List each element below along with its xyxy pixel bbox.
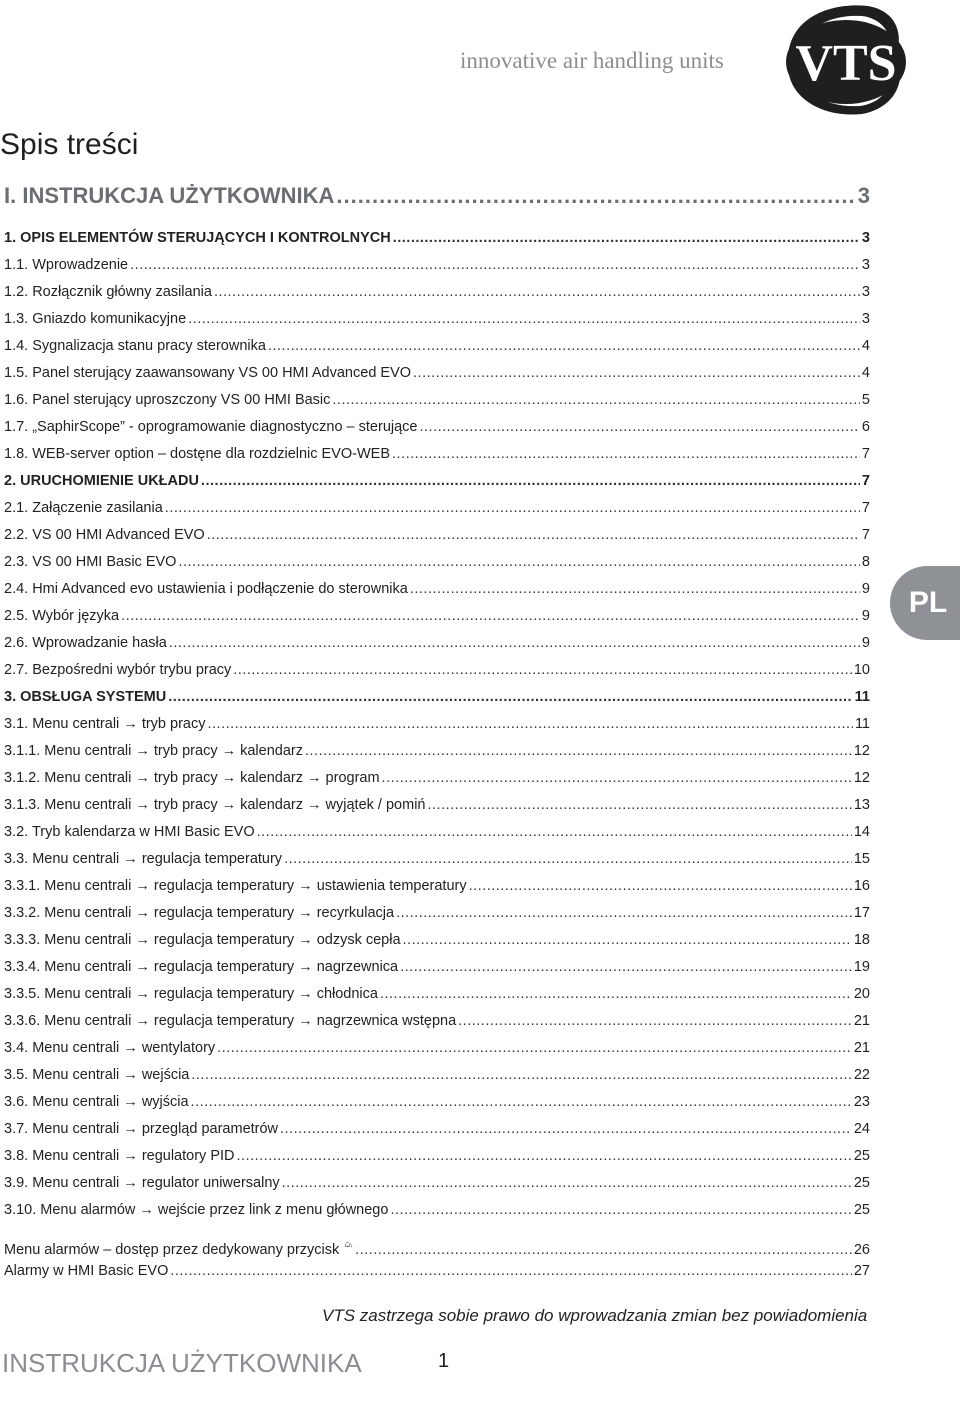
toc-entry[interactable] — [4, 473, 870, 489]
toc-leader-dots — [382, 770, 852, 786]
toc-entry[interactable] — [4, 959, 870, 975]
toc-entry[interactable] — [4, 878, 870, 894]
toc-leader-dots — [191, 1067, 852, 1083]
toc-entry-label: Menu alarmów – dostęp przez dedykowany przycisk — [4, 1242, 340, 1258]
toc-entry[interactable] — [4, 770, 870, 786]
toc-entry-page: 27 — [853, 1263, 870, 1279]
toc-entry[interactable] — [4, 986, 870, 1002]
toc-entry-label: 3.3.3. Menu centrali → regulacja temperatury → odzysk cepła — [4, 932, 401, 948]
toc-entry-label: 3.3.5. Menu centrali → regulacja temperatury → chłodnica — [4, 986, 378, 1002]
toc-entry-page: 19 — [853, 959, 870, 975]
toc-entry-page: 3 — [861, 230, 870, 246]
toc-entry[interactable] — [4, 1067, 870, 1083]
toc-entry-page: 17 — [853, 905, 870, 921]
toc-entry-label: 3.10. Menu alarmów → wejście przez link z menu głównego — [4, 1202, 389, 1218]
toc-entry[interactable] — [4, 689, 870, 705]
toc-entry-page: 21 — [853, 1040, 870, 1056]
disclaimer: VTS zastrzega sobie prawo do wprowadzania zmian bez powiadomienia — [322, 1306, 868, 1325]
toc-leader-dots — [201, 473, 860, 489]
toc-entry-label: 3.9. Menu centrali → regulator uniwersalny — [4, 1175, 280, 1191]
toc-entry-page: 9 — [861, 608, 870, 624]
toc-entry[interactable] — [4, 905, 870, 921]
toc-entry[interactable] — [4, 1121, 870, 1137]
toc-leader-dots — [332, 392, 860, 408]
toc-entry[interactable] — [4, 419, 870, 435]
footer-title: INSTRUKCJA UŻYTKOWNIKA — [2, 1348, 362, 1378]
toc-entry[interactable] — [4, 662, 870, 678]
toc-leader-dots — [400, 959, 852, 975]
page-title: Spis treści — [0, 128, 139, 161]
toc-entry-page: 7 — [861, 500, 870, 516]
toc-entry-page: 3 — [861, 257, 870, 273]
toc-entry-label: 1.6. Panel sterujący uproszczony VS 00 HMI Basic — [4, 392, 331, 408]
toc-leader-dots — [396, 905, 852, 921]
toc-leader-dots — [390, 1202, 851, 1218]
toc-entry[interactable] — [4, 581, 870, 597]
toc-entry-label: 2. URUCHOMIENIE UKŁADU — [4, 473, 199, 489]
toc-entry-page: 25 — [853, 1148, 870, 1164]
toc-leader-dots — [168, 689, 852, 705]
toc-entry-label: 1.1. Wprowadzenie — [4, 257, 129, 273]
toc-entry[interactable] — [4, 1175, 870, 1191]
toc-leader-dots — [188, 311, 860, 327]
toc-entry-label: 3.3.1. Menu centrali → regulacja temperatury → ustawienia temperatury — [4, 878, 467, 894]
toc-entry[interactable] — [4, 824, 870, 840]
vts-logo-icon — [770, 0, 910, 120]
toc-entry-page: 20 — [853, 986, 870, 1002]
toc-entry-label: 3.1. Menu centrali → tryb pracy — [4, 716, 206, 732]
toc-entry-label: Alarmy w HMI Basic EVO — [4, 1263, 169, 1279]
toc-leader-dots — [392, 446, 860, 462]
toc-entry-label: 1.2. Rozłącznik główny zasilania — [4, 284, 212, 300]
toc-leader-dots — [233, 662, 852, 678]
toc-leader-dots — [237, 1148, 852, 1164]
toc-entry-page: 24 — [853, 1121, 870, 1137]
toc-entry[interactable] — [4, 446, 870, 462]
toc-entry-page: 8 — [861, 554, 870, 570]
header-tagline: innovative air handling units — [460, 48, 724, 73]
toc-leader-dots — [413, 365, 860, 381]
toc-entry[interactable] — [4, 284, 870, 300]
toc-entry[interactable] — [4, 338, 870, 354]
toc-entry[interactable] — [4, 1094, 870, 1110]
toc-entry-label: 3.6. Menu centrali → wyjścia — [4, 1094, 189, 1110]
toc-entry-page: 23 — [853, 1094, 870, 1110]
toc-entry-label: 3.4. Menu centrali → wentylatory — [4, 1040, 216, 1056]
toc-entry-label: 3.7. Menu centrali → przegląd parametrów — [4, 1121, 279, 1137]
toc-entry[interactable] — [4, 851, 870, 867]
logo-text: VTS — [795, 35, 897, 92]
toc-entry[interactable] — [4, 230, 870, 246]
toc-entry-page: 15 — [853, 851, 870, 867]
toc-entry[interactable] — [4, 1013, 870, 1029]
toc-entry-label: 2.2. VS 00 HMI Advanced EVO — [4, 527, 205, 543]
toc-entry-page: 18 — [853, 932, 870, 948]
toc-entry-page: 3 — [857, 183, 870, 208]
toc-entry-page: 7 — [861, 473, 870, 489]
toc-entry-label: 3.3. Menu centrali → regulacja temperatury — [4, 851, 283, 867]
toc-leader-dots — [169, 635, 860, 651]
toc-entry-label: 3.5. Menu centrali → wejścia — [4, 1067, 190, 1083]
toc-entry[interactable] — [4, 500, 870, 516]
toc-entry-page: 7 — [861, 527, 870, 543]
toc-entry[interactable] — [4, 608, 870, 624]
toc-entry[interactable] — [4, 311, 870, 327]
toc-entry-label: 3.8. Menu centrali → regulatory PID — [4, 1148, 235, 1164]
toc-leader-dots — [165, 500, 860, 516]
toc-entry-page: 11 — [854, 689, 870, 705]
bell-icon — [343, 1236, 353, 1254]
toc-entry-label: 3.1.2. Menu centrali → tryb pracy → kalendarz → program — [4, 770, 380, 786]
toc-entry-page: 13 — [853, 797, 870, 813]
toc-entry-label: 2.3. VS 00 HMI Basic EVO — [4, 554, 177, 570]
toc-entry-page: 3 — [861, 284, 870, 300]
toc-entry-page: 21 — [853, 1013, 870, 1029]
toc-entry-page: 9 — [861, 581, 870, 597]
toc-entry-label: 2.5. Wybór języka — [4, 608, 120, 624]
toc-entry-page: 11 — [854, 716, 870, 732]
toc-leader-dots — [121, 608, 860, 624]
toc-entry[interactable] — [4, 932, 870, 948]
toc-entry-page: 12 — [853, 743, 870, 759]
toc-entry-label: 3. OBSŁUGA SYSTEMU — [4, 689, 167, 705]
toc-entry-label: I. INSTRUKCJA UŻYTKOWNIKA — [4, 183, 335, 208]
toc-entry-label: 2.4. Hmi Advanced evo ustawienia i podłączenie do sterownika — [4, 581, 408, 597]
toc-entry-page: 16 — [853, 878, 870, 894]
toc-leader-dots — [469, 878, 852, 894]
toc-entry-label: 3.1.1. Menu centrali → tryb pracy → kalendarz — [4, 743, 303, 759]
toc-entry[interactable] — [4, 257, 870, 273]
toc-leader-dots — [191, 1094, 852, 1110]
toc-leader-dots — [336, 183, 855, 209]
toc-entry[interactable] — [4, 554, 870, 570]
toc-entry[interactable] — [4, 1202, 870, 1218]
toc-entry[interactable] — [4, 743, 870, 759]
toc-leader-dots — [280, 1121, 852, 1137]
toc-entry[interactable] — [4, 797, 870, 813]
toc-entry-page: 25 — [853, 1202, 870, 1218]
toc-entry-page: 4 — [861, 365, 870, 381]
toc-leader-dots — [355, 1242, 852, 1258]
toc-leader-dots — [282, 1175, 852, 1191]
toc-leader-dots — [393, 230, 860, 246]
toc-leader-dots — [458, 1013, 852, 1029]
toc-leader-dots — [380, 986, 852, 1002]
page-number: 1 — [438, 1350, 450, 1372]
toc-entry-page: 26 — [853, 1242, 870, 1258]
toc-entry[interactable] — [4, 183, 870, 209]
toc-entry-page: 10 — [853, 662, 870, 678]
toc-entry-label: 1.4. Sygnalizacja stanu pracy sterownika — [4, 338, 266, 354]
toc-entry[interactable] — [4, 635, 870, 651]
toc-entry-page: 12 — [853, 770, 870, 786]
toc-entry-label: 3.2. Tryb kalendarza w HMI Basic EVO — [4, 824, 255, 840]
toc-leader-dots — [403, 932, 852, 948]
toc-entry-label: 3.3.2. Menu centrali → regulacja temperatury → recyrkulacja — [4, 905, 395, 921]
toc-entry-label: 3.3.6. Menu centrali → regulacja temperatury → nagrzewnica wstępna — [4, 1013, 457, 1029]
toc-leader-dots — [170, 1263, 852, 1279]
toc-entry-label: 2.6. Wprowadzanie hasła — [4, 635, 167, 651]
toc-entry-label: 2.7. Bezpośredni wybór trybu pracy — [4, 662, 232, 678]
toc-leader-dots — [257, 824, 852, 840]
toc-entry-page: 25 — [853, 1175, 870, 1191]
toc-entry-page: 14 — [853, 824, 870, 840]
toc-entry-label: 2.1. Załączenie zasilania — [4, 500, 163, 516]
toc-entry-label: 1.3. Gniazdo komunikacyjne — [4, 311, 187, 327]
toc-entry-page: 4 — [861, 338, 870, 354]
toc-leader-dots — [178, 554, 859, 570]
toc-entry-page: 9 — [861, 635, 870, 651]
toc-entry-label: 1.8. WEB-server option – dostęne dla rozdzielnic EVO-WEB — [4, 446, 391, 462]
toc-leader-dots — [217, 1040, 852, 1056]
toc-leader-dots — [207, 527, 860, 543]
toc-entry-label: 1.7. „SaphirScope” - oprogramowanie diagnostyczno – sterujące — [4, 419, 418, 435]
toc-leader-dots — [410, 581, 860, 597]
toc-leader-dots — [284, 851, 852, 867]
toc-entry[interactable] — [4, 716, 870, 732]
language-tab: PL — [890, 566, 960, 640]
toc-entry[interactable] — [4, 527, 870, 543]
toc-entry[interactable] — [4, 365, 870, 381]
toc-entry-page: 5 — [861, 392, 870, 408]
toc-leader-dots — [305, 743, 852, 759]
toc-entry-page: 7 — [861, 446, 870, 462]
toc-leader-dots — [427, 797, 851, 813]
toc-leader-dots — [214, 284, 860, 300]
toc-entry-page: 3 — [861, 311, 870, 327]
toc-entry-label: 3.1.3. Menu centrali → tryb pracy → kalendarz → wyjątek / pomiń — [4, 797, 426, 813]
toc-entry-label: 1.5. Panel sterujący zaawansowany VS 00 HMI Advanced EVO — [4, 365, 412, 381]
toc-entry[interactable] — [4, 1040, 870, 1056]
toc-leader-dots — [419, 419, 859, 435]
toc-entry[interactable] — [4, 392, 870, 408]
toc-entry-page: 6 — [861, 419, 870, 435]
toc-entry-label: 1. OPIS ELEMENTÓW STERUJĄCYCH I KONTROLNYCH — [4, 230, 391, 246]
toc-entry-page: 22 — [853, 1067, 870, 1083]
toc-leader-dots — [268, 338, 860, 354]
toc-entry[interactable] — [4, 1236, 870, 1258]
toc-leader-dots — [207, 716, 852, 732]
vts-logo — [770, 0, 910, 120]
toc-entry-label: 3.3.4. Menu centrali → regulacja temperatury → nagrzewnica — [4, 959, 399, 975]
toc-entry[interactable] — [4, 1263, 870, 1279]
toc-leader-dots — [130, 257, 860, 273]
toc-entry[interactable] — [4, 1148, 870, 1164]
